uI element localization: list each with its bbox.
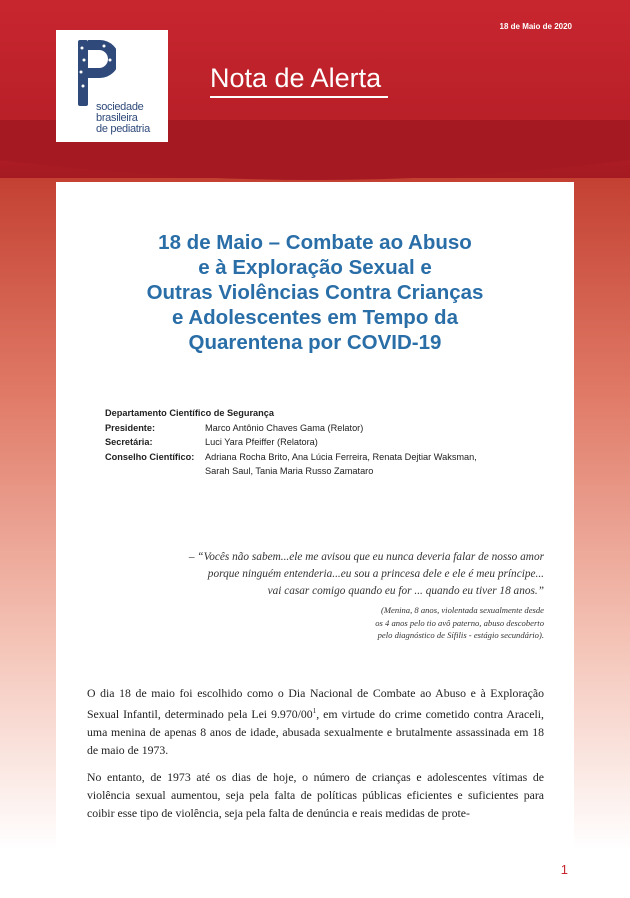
- quote-line: porque ninguém entenderia...eu sou a princesa dele e ele é meu príncipe...: [207, 568, 544, 580]
- department-name: Departamento Científico de Segurança: [105, 408, 274, 418]
- document-date: 18 de Maio de 2020: [499, 22, 572, 31]
- logo-text-line2: brasileira: [96, 112, 138, 124]
- logo-text: [96, 102, 166, 135]
- sbp-logo: [56, 30, 168, 142]
- document-title: [56, 230, 574, 355]
- logo-text-line3: de pediatria: [96, 123, 150, 135]
- credit-names: Adriana Rocha Brito, Ana Lúcia Ferreira, Renata Dejtiar Waksman,: [205, 451, 477, 462]
- citation-line: os 4 anos pelo tio avô paterno, abuso descoberto: [375, 617, 544, 628]
- quote-line: vai casar comigo quando eu for ... quando eu tiver 18 anos.”: [267, 585, 544, 597]
- credit-row: [105, 464, 535, 479]
- logo-text-line1: sociedade: [96, 101, 144, 113]
- body-text: [87, 684, 544, 831]
- credit-names: Luci Yara Pfeiffer (Relatora): [205, 437, 318, 447]
- credit-role: Presidente:: [105, 422, 156, 433]
- title-line: Quarentena por COVID-19: [188, 331, 442, 354]
- title-line: e Adolescentes em Tempo da: [172, 306, 458, 329]
- credit-row: [105, 450, 535, 465]
- credit-role: Conselho Científico:: [105, 451, 195, 462]
- credit-row: [105, 421, 535, 436]
- credits-block: [105, 406, 535, 479]
- citation-line: (Menina, 8 anos, violentada sexualmente desde: [380, 605, 544, 615]
- footnote-ref[interactable]: 1: [312, 707, 317, 715]
- page-number: 1: [560, 862, 568, 877]
- title-line: e à Exploração Sexual e: [198, 256, 432, 279]
- credit-role: [105, 464, 205, 479]
- title-underline: [210, 96, 388, 98]
- logo-p-mark: [76, 38, 116, 108]
- credit-row: [105, 435, 535, 450]
- citation-line: pelo diagnóstico de Sífilis - estágio secundário).: [377, 630, 544, 640]
- epigraph-quote: [118, 549, 544, 600]
- body-paragraph: [87, 684, 544, 759]
- quote-citation: [230, 604, 544, 642]
- credit-names: Marco Antônio Chaves Gama (Relator): [205, 422, 364, 433]
- credit-names: Sarah Saul, Tania Maria Russo Zamataro: [205, 466, 374, 476]
- credit-role: Secretária:: [105, 437, 153, 447]
- title-line: Outras Violências Contra Crianças: [146, 281, 484, 304]
- quote-line: – “Vocês não sabem...ele me avisou que eu nunca deveria falar de nosso amor: [188, 551, 544, 563]
- document-type-title: Nota de Alerta: [210, 63, 382, 93]
- title-line: 18 de Maio – Combate ao Abuso: [158, 231, 472, 254]
- body-paragraph: No entanto, de 1973 até os dias de hoje, o número de crianças e adolescentes vítimas de violência sexual aumentou, seja pela falta de políticas públicas eficientes e suficientes para coibir esse tipo de violência, seja pela falta de denúncia e reais medidas de prote-: [87, 769, 544, 820]
- paragraph-text: , em virtude do crime cometido contra Araceli, uma menina de apenas 8 anos de idade, abusada sexualmente e brutalmente assassinada em 18 de maio de 1973.: [87, 706, 544, 757]
- paragraph-text: O dia 18 de maio foi escolhido como o Dia Nacional de Combate ao Abuso e à Exploração Sexual Infantil, determinado pela Lei 9.970/00: [87, 686, 544, 721]
